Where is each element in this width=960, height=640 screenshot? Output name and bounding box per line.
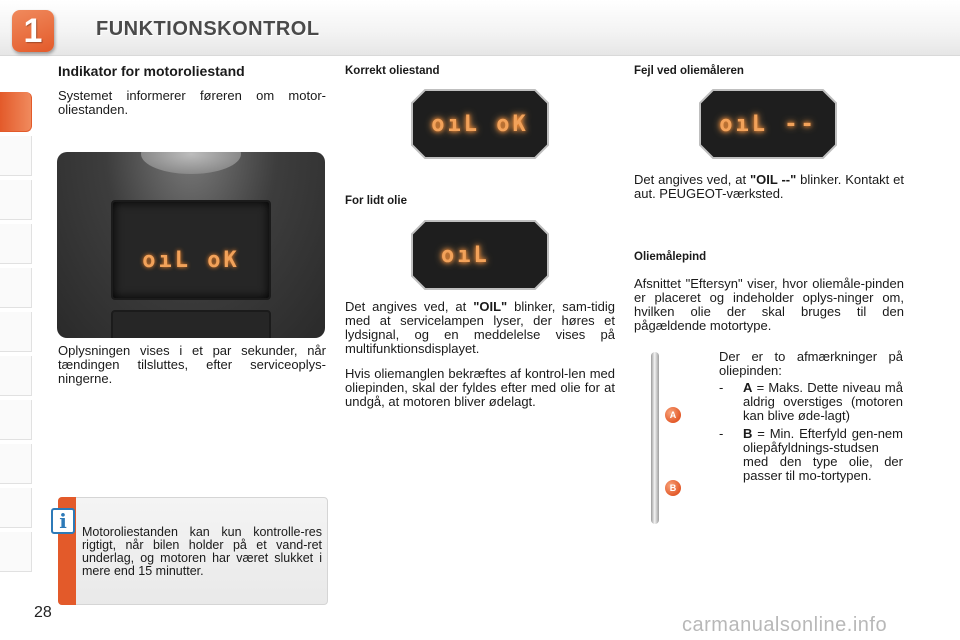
list-dash: - (719, 380, 724, 395)
intro-paragraph: Systemet informerer føreren om motor-oliestanden. (58, 88, 326, 117)
dipstick-marks-block (719, 350, 903, 483)
low-oil-text-post: blinker, sam-tidig med at servicelampen lyser, der høres et lydsignal, og en meddelelse vises på multifunktionsdisplayet. (345, 299, 615, 356)
chapter-tab[interactable] (0, 356, 32, 396)
chapter-tab[interactable] (0, 532, 32, 572)
section-heading-oil-indicator: Indikator for motoroliestand (58, 63, 245, 79)
heading-correct-level: Korrekt oliestand (345, 65, 440, 77)
mark-a-item (719, 381, 903, 423)
dipstick-rod (651, 352, 659, 524)
chapter-tab[interactable] (0, 268, 32, 308)
info-icon: i (51, 508, 75, 534)
chapter-tab[interactable] (0, 180, 32, 220)
chapter-tab[interactable] (0, 224, 32, 264)
lcd-correct-level (411, 89, 549, 159)
mark-b-letter: B (743, 426, 753, 441)
list-dash: - (719, 426, 724, 441)
instrument-dial (141, 152, 241, 174)
dipstick-mark-a: A (665, 407, 681, 423)
chapter-tab-active[interactable] (0, 92, 32, 132)
dipstick-illustration (645, 352, 685, 524)
dashboard-photo (57, 152, 325, 338)
chapter-badge (12, 10, 54, 52)
lcd-low-oil (411, 220, 549, 290)
mark-b-item (719, 427, 903, 483)
mark-a-letter: A (743, 380, 753, 395)
page-number: 28 (34, 604, 52, 621)
fault-text-pre: Det angives ved, at (634, 172, 750, 187)
lcd-gauge-fault (699, 89, 837, 159)
chapter-tab[interactable] (0, 400, 32, 440)
chapter-tab[interactable] (0, 488, 32, 528)
dipstick-mark-b: B (665, 480, 681, 496)
display-info-paragraph: Oplysningen vises i et par sekunder, når tændingen tilsluttes, efter serviceoplys-ningerne. (58, 343, 326, 386)
marks-list (719, 381, 903, 483)
dashboard-screen-lower (111, 310, 271, 338)
lcd-correct-readout: oıL oK (431, 111, 529, 137)
low-oil-text-bold: "OIL" (473, 299, 508, 314)
page-header (0, 0, 960, 56)
mark-b-text: = Min. Efterfyld gen-nem oliepåfyldnings-studsen med den type olie, der passer til mo-tortypen. (743, 426, 903, 483)
low-oil-text-pre: Det angives ved, at (345, 299, 474, 314)
dipstick-paragraph: Afsnittet "Eftersyn" viser, hvor oliemåle-pinden er placeret og indeholder oplys-ninger om, hvilken olie der skal bruges til den pågældende motortype. (634, 276, 904, 333)
page-title: FUNKTIONSKONTROL (96, 18, 320, 40)
low-oil-paragraph (345, 300, 615, 356)
heading-gauge-fault: Fejl ved oliemåleren (634, 65, 744, 77)
low-oil-paragraph-2: Hvis oliemanglen bekræftes af kontrol-len med oliepinden, skal der fyldes efter med olie for at undgå, at motoren bliver ødelagt. (345, 366, 615, 409)
watermark: carmanualsonline.info (682, 614, 888, 636)
marks-intro: Der er to afmærkninger på oliepinden: (719, 349, 903, 378)
chapter-tab[interactable] (0, 444, 32, 484)
chapter-tab[interactable] (0, 312, 32, 352)
fault-text-post: blinker. Kontakt et aut. PEUGEOT-værksted. (634, 172, 905, 201)
info-box-text: Motoroliestanden kan kun kontrolle-res rigtigt, når bilen holder på et vand-ret underlag, og motoren har været slukket i mere end 15 minutter. (82, 525, 322, 578)
chapter-tabs (0, 66, 34, 576)
dashboard-oil-ok-readout: oıL oK (142, 248, 240, 273)
lcd-low-oil-readout: oıL (441, 242, 490, 268)
heading-low-oil: For lidt olie (345, 195, 407, 207)
lcd-gauge-fault-readout: oıL -- (719, 111, 817, 137)
gauge-fault-paragraph (634, 173, 904, 201)
heading-dipstick: Oliemålepind (634, 251, 707, 263)
chapter-number: 1 (23, 11, 43, 50)
fault-text-bold: "OIL --" (749, 172, 797, 187)
mark-a-text: = Maks. Dette niveau må aldrig overstiges (motoren kan blive øde-lagt) (743, 380, 903, 423)
chapter-tab[interactable] (0, 136, 32, 176)
